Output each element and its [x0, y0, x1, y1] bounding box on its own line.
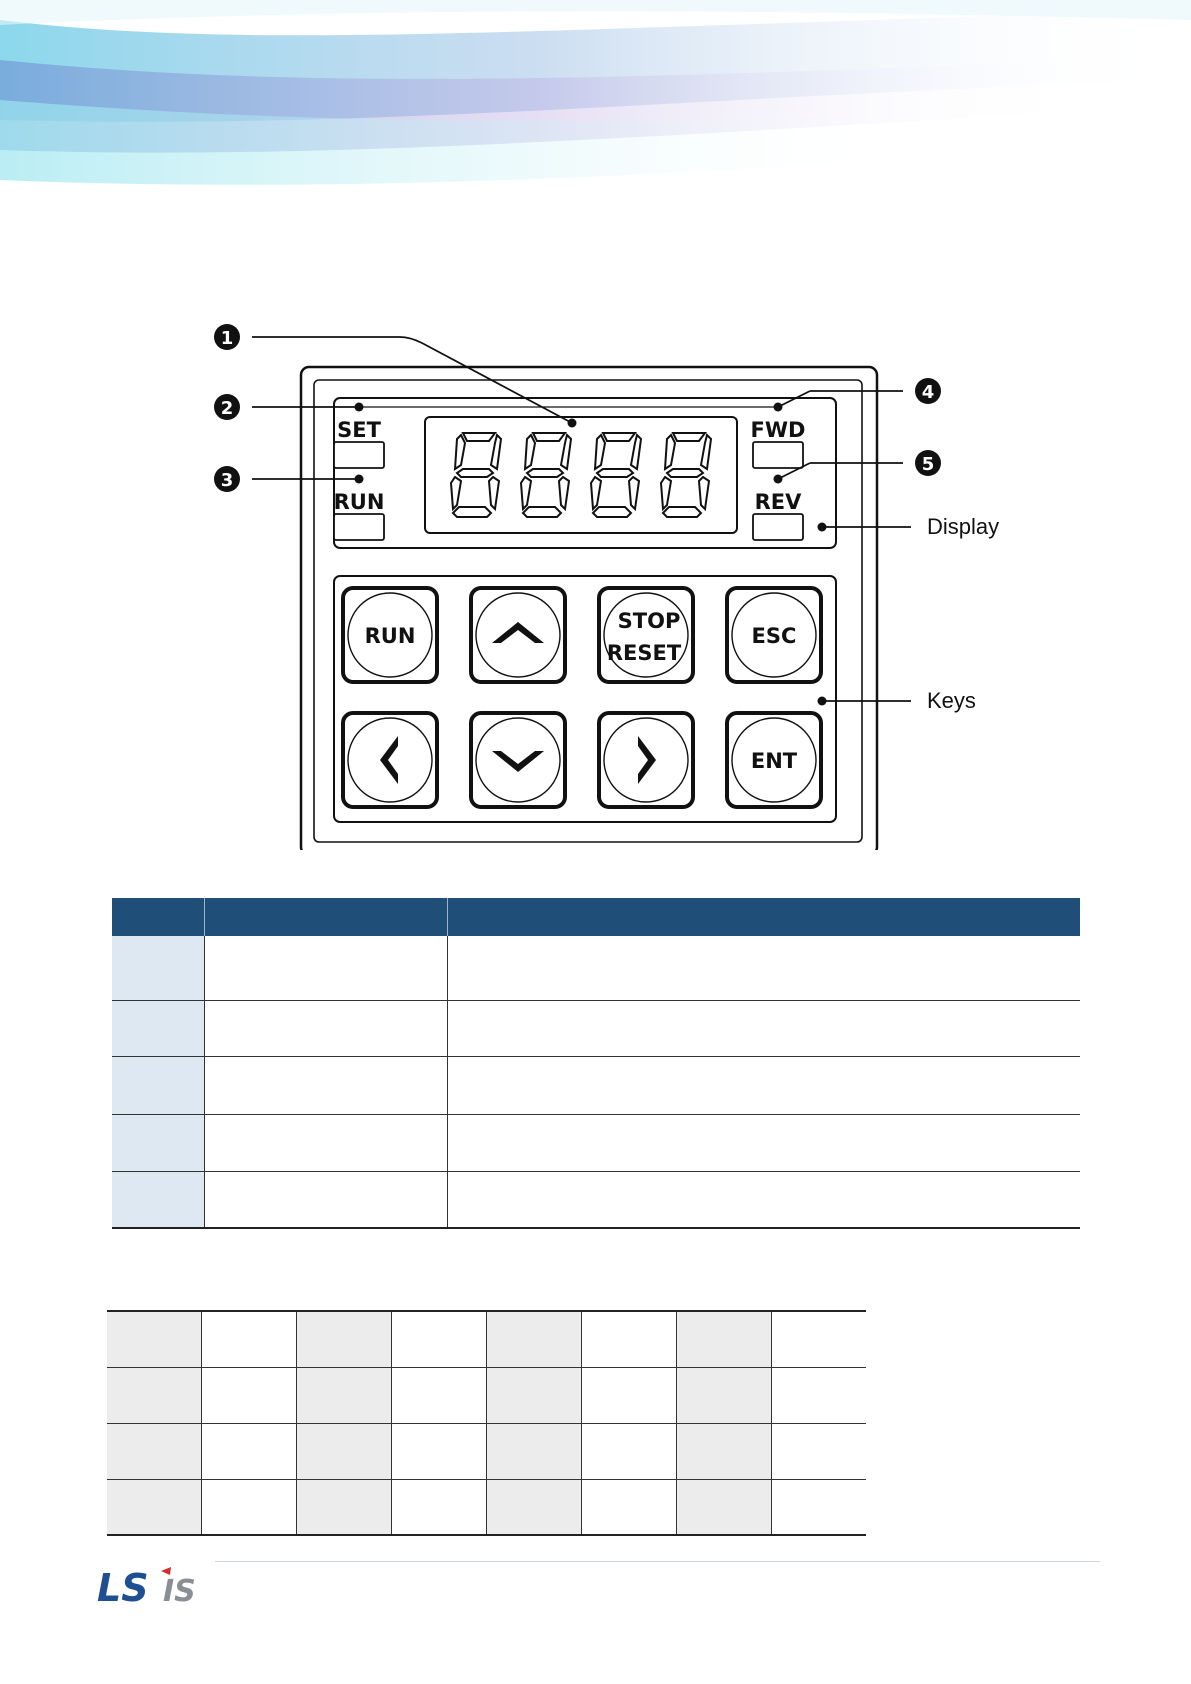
table-row	[112, 1000, 1080, 1056]
down-key[interactable]	[471, 713, 565, 807]
table-cell	[392, 1479, 487, 1535]
table-cell	[677, 1479, 772, 1535]
callout-2-number: 2	[220, 398, 234, 419]
table-cell	[582, 1367, 677, 1423]
table-cell	[582, 1479, 677, 1535]
esc-key-label: ESC	[751, 624, 797, 648]
table-cell	[205, 1114, 448, 1171]
display-label: Display	[927, 514, 1000, 539]
ent-key[interactable]	[727, 713, 821, 807]
table-cell	[487, 1479, 582, 1535]
table-cell	[772, 1367, 867, 1423]
led-fwd	[753, 442, 803, 468]
table-cell	[107, 1367, 202, 1423]
table-cell	[448, 1114, 1081, 1171]
table-row	[107, 1479, 866, 1535]
table-cell	[205, 1171, 448, 1228]
table-cell	[487, 1311, 582, 1367]
right-key[interactable]	[599, 713, 693, 807]
table-cell	[112, 1171, 205, 1228]
table-cell	[107, 1479, 202, 1535]
callout-1-number: 1	[220, 328, 234, 349]
led-rev	[753, 514, 803, 540]
stop-key-label: STOP	[617, 609, 681, 633]
table-cell	[202, 1479, 297, 1535]
table-cell	[582, 1423, 677, 1479]
table-row	[112, 1114, 1080, 1171]
table-header-cell	[205, 898, 448, 936]
table-row	[107, 1311, 866, 1367]
table-cell	[487, 1423, 582, 1479]
keys-label: Keys	[927, 688, 976, 713]
table-cell	[772, 1479, 867, 1535]
table-cell	[112, 1000, 205, 1056]
callout-4-number: 4	[921, 382, 935, 403]
table-cell	[392, 1311, 487, 1367]
table-cell	[297, 1479, 392, 1535]
table-header-cell	[112, 898, 205, 936]
table-header-cell	[448, 898, 1081, 936]
description-table	[112, 898, 1080, 1229]
table-cell	[205, 1056, 448, 1114]
led-set	[334, 442, 384, 468]
table-row	[107, 1423, 866, 1479]
table-cell	[205, 936, 448, 1000]
logo-ls-text: LS	[97, 1566, 149, 1610]
table-cell	[772, 1311, 867, 1367]
table-cell	[297, 1311, 392, 1367]
logo-is-text: IS	[163, 1574, 196, 1609]
table-cell	[297, 1367, 392, 1423]
table-cell	[448, 936, 1081, 1000]
table-row	[112, 1171, 1080, 1228]
segment-grid-table	[107, 1310, 866, 1536]
table-cell	[448, 1056, 1081, 1114]
led-run	[334, 514, 384, 540]
table-cell	[448, 1000, 1081, 1056]
table-cell	[772, 1423, 867, 1479]
esc-key[interactable]	[727, 588, 821, 682]
header-banner	[0, 0, 1191, 230]
table-cell	[202, 1311, 297, 1367]
led-set-label: SET	[337, 418, 381, 442]
table-cell	[582, 1311, 677, 1367]
callout-3-number: 3	[220, 470, 234, 491]
run-key-label: RUN	[364, 624, 416, 648]
table-cell	[392, 1367, 487, 1423]
footer-divider	[215, 1561, 1100, 1562]
table-cell	[205, 1000, 448, 1056]
led-rev-label: REV	[754, 490, 802, 514]
table-cell	[297, 1423, 392, 1479]
table-row	[107, 1367, 866, 1423]
table-cell	[202, 1367, 297, 1423]
table-row	[112, 1056, 1080, 1114]
table-cell	[448, 1171, 1081, 1228]
table-header-row	[112, 898, 1080, 936]
led-fwd-label: FWD	[750, 418, 806, 442]
stop-reset-key[interactable]	[599, 588, 693, 682]
table-cell	[487, 1367, 582, 1423]
table-cell	[677, 1367, 772, 1423]
left-key[interactable]	[343, 713, 437, 807]
table-cell	[112, 936, 205, 1000]
table-cell	[107, 1423, 202, 1479]
reset-key-label: RESET	[606, 641, 682, 665]
table-cell	[107, 1311, 202, 1367]
ls-is-logo	[97, 1565, 212, 1610]
table-cell	[202, 1423, 297, 1479]
callout-5-number: 5	[921, 454, 935, 475]
table-row	[112, 936, 1080, 1000]
keypad-diagram	[190, 310, 1030, 850]
table-cell	[677, 1311, 772, 1367]
ent-key-label: ENT	[750, 749, 798, 773]
up-key[interactable]	[471, 588, 565, 682]
run-key[interactable]	[343, 588, 437, 682]
led-run-label: RUN	[333, 490, 385, 514]
table-cell	[392, 1423, 487, 1479]
table-cell	[112, 1114, 205, 1171]
table-cell	[112, 1056, 205, 1114]
table-cell	[677, 1423, 772, 1479]
